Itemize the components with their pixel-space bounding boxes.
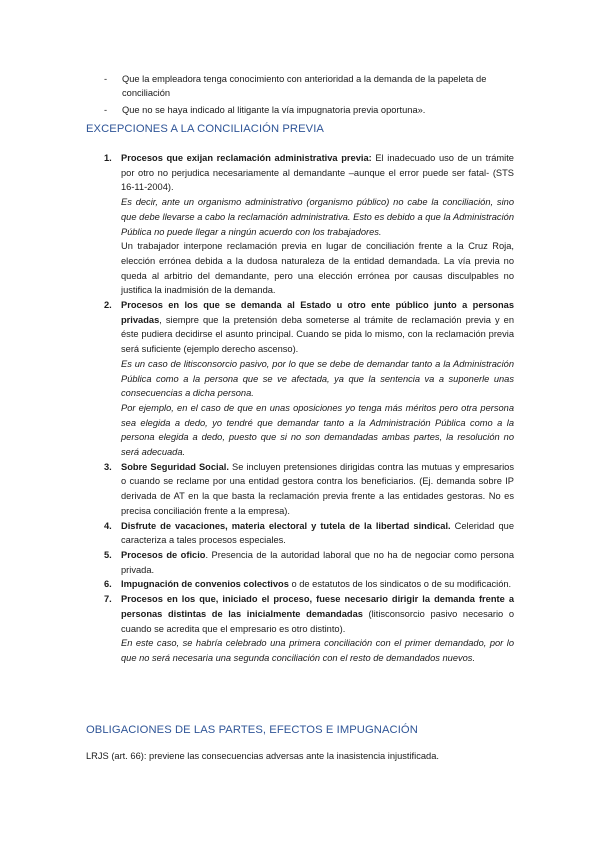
item-number: 3. [104, 461, 112, 472]
bullet-dash: - [104, 74, 108, 84]
item-number: 5. [104, 549, 112, 560]
bullet-dash: - [104, 105, 108, 115]
item-italic-note: Es decir, ante un organismo administrativo (organismo público) no cabe la conciliación, sino que debe llevarse a cabo la reclamación administrativa. Esto es debido a que la Administración Pública no puede llegar a ningún acuerdo con los trabajadores. [121, 197, 514, 237]
item-number: 6. [104, 579, 112, 590]
item-italic-note: En este caso, se habría celebrado una primera conciliación con el primer demandado, por lo que no será necesaria una segunda conciliación con el resto de demandados nuevos. [121, 638, 514, 663]
item-lead: Procesos en los que se demanda al Estado u otro ente público junto a personas privadas [121, 300, 514, 325]
list-item [104, 519, 514, 548]
item-italic-example: Por ejemplo, en el caso de que en unas oposiciones yo tenga más méritos pero otra persona sea elegida a dedo, yo tendré que demandar tanto a la Administración Pública como a la persona elegida a dedo, puesto que si no son demandadas ambas partes, la resolución no será adecuada. [121, 402, 514, 458]
list-item [104, 151, 514, 298]
item-text: Se incluyen pretensiones dirigidas contra las mutuas y empresarios o cuando se reclame por una entidad gestora contra los beneficiarios. (Ej. demanda sobre IP derivada de AT en la que basta la reclamación previa frente a las entidades gestoras. No es precisa conciliación frente a la empresa). [121, 461, 514, 516]
section-heading-excepciones: EXCEPCIONES A LA CONCILIACIÓN PREVIA [86, 123, 324, 135]
item-number: 4. [104, 520, 112, 531]
list-item [104, 298, 514, 460]
item-lead: Impugnación de convenios colectivos [121, 579, 289, 590]
item-number: 1. [104, 153, 112, 163]
exceptions-list [104, 151, 514, 666]
list-item [104, 460, 514, 519]
item-lead: Sobre Seguridad Social. [121, 461, 229, 472]
list-item [104, 548, 514, 577]
lrjs-paragraph: LRJS (art. 66): previene las consecuencias adversas ante la inasistencia injustificada. [86, 751, 439, 761]
bullet-text: Que no se haya indicado al litigante la vía impugnatoria previa oportuna». [122, 105, 426, 115]
bullet-text: Que la empleadora tenga conocimiento con anterioridad a la demanda de la papeleta de conciliación [122, 74, 487, 98]
item-lead: Procesos en los que, iniciado el proceso, fuese necesario dirigir la demanda frente a personas distintas de las inicialmente demandadas [121, 594, 514, 619]
bullet-item [104, 103, 524, 117]
item-number: 2. [104, 300, 112, 311]
item-text: Celeridad que caracteriza a tales procesos especiales. [121, 520, 514, 546]
item-lead: Procesos de oficio [121, 549, 206, 560]
item-text: o de estatutos de los sindicatos o de su modificación. [288, 579, 512, 590]
item-text: , siempre que la pretensión deba someterse al trámite de reclamación previa y en éste pudiera decidirse el asunto principal. Cuando se pida lo mismo, con la reclamación previa será suficiente (ejemplo derecho ascenso). [121, 314, 514, 355]
section-heading-obligaciones: OBLIGACIONES DE LAS PARTES, EFECTOS E IMPUGNACIÓN [86, 724, 418, 736]
item-lead: Procesos que exijan reclamación administrativa previa: [121, 153, 372, 163]
item-lead: Disfrute de vacaciones, materia electoral y tutela de la libertad sindical. [121, 520, 451, 531]
bullet-item [104, 72, 524, 100]
item-text: El inadecuado uso de un trámite por otro no perjudica necesariamente al demandante –aunque el error puede ser fatal- (STS 16-11-2004). [121, 153, 514, 193]
item-text: (litisconsorcio pasivo necesario o cuando se acredita que el empresario es otro distinto). [121, 608, 514, 634]
item-text: . Presencia de la autoridad laboral que no ha de negociar como persona privada. [121, 549, 514, 575]
item-number: 7. [104, 594, 112, 605]
list-item [104, 577, 514, 592]
list-item [104, 592, 514, 666]
item-extra-text: Un trabajador interpone reclamación previa en lugar de conciliación frente a la Cruz Roja, elección errónea debida a la dudosa naturaleza de la entidad demandada. La vía previa no queda al arbitrio del demandante, pero una elección errónea por causas disculpables no justifica la inadmisión de la demanda. [121, 241, 514, 296]
item-italic-note: Es un caso de litisconsorcio pasivo, por lo que se debe de demandar tanto a la Administración Pública como a la persona que se ve afectada, ya que la sentencia va a suponerle unas consecuencias a dicha persona. [121, 358, 514, 399]
